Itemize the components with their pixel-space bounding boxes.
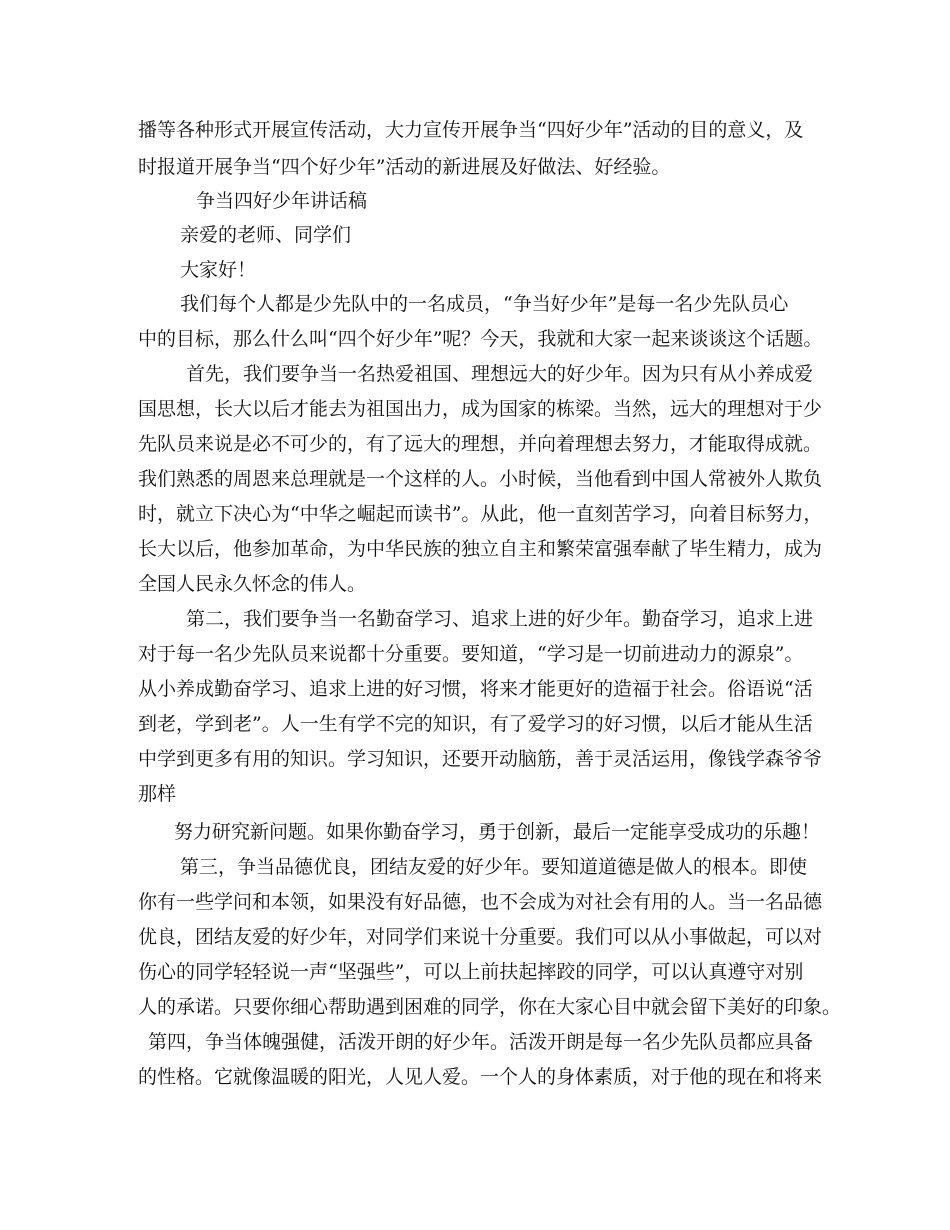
text-line: 第三，争当品德优良，团结友爱的好少年。要知道道德是做人的根本。即使 bbox=[180, 856, 808, 878]
section-heading: 争当四好少年讲话稿 bbox=[196, 190, 368, 212]
text-line: 那样 bbox=[138, 783, 177, 805]
salutation: 亲爱的老师、同学们 bbox=[180, 224, 352, 246]
text-line: 时，就立下决心为“中华之崛起而读书”。从此，他一直刻苦学习，向着目标努力， bbox=[138, 503, 823, 525]
text-line: 第二，我们要争当一名勤奋学习、追求上进的好少年。勤奋学习，追求上进 bbox=[186, 608, 814, 630]
text-line: 我们每个人都是少先队中的一名成员，“争当好少年”是每一名少先队员心 bbox=[180, 293, 789, 315]
text-line: 国思想，长大以后才能去为祖国出力，成为国家的栋梁。当然，远大的理想对于少 bbox=[138, 398, 823, 420]
text-line: 到老，学到老”。人一生有学不完的知识，有了爱学习的好习惯，以后才能从生活 bbox=[138, 713, 813, 735]
text-line: 从小养成勤奋学习、追求上进的好习惯，将来才能更好的造福于社会。俗语说“活 bbox=[138, 678, 813, 700]
text-line: 你有一些学问和本领，如果没有好品德，也不会成为对社会有用的人。当一名品德 bbox=[138, 891, 823, 913]
greeting: 大家好！ bbox=[180, 259, 257, 281]
text-line: 我们熟悉的周恩来总理就是一个这样的人。小时候，当他看到中国人常被外人欺负 bbox=[138, 468, 823, 490]
text-line: 长大以后，他参加革命，为中华民族的独立自主和繁荣富强奉献了毕生精力，成为 bbox=[138, 538, 823, 560]
text-line: 中的目标，那么什么叫“四个好少年”呢？今天，我就和大家一起来谈谈这个话题。 bbox=[138, 328, 823, 350]
text-line: 全国人民永久怀念的伟人。 bbox=[138, 573, 367, 595]
text-line: 人的承诺。只要你细心帮助遇到困难的同学，你在大家心目中就会留下美好的印象。 bbox=[138, 996, 842, 1018]
text-line: 播等各种形式开展宣传活动，大力宣传开展争当“四好少年”活动的目的意义，及 bbox=[138, 119, 804, 141]
text-line: 第四，争当体魄强健，活泼开朗的好少年。活泼开朗是每一名少先队员都应具备 bbox=[148, 1031, 814, 1053]
text-line: 努力研究新问题。如果你勤奋学习，勇于创新，最后一定能享受成功的乐趣！ bbox=[174, 821, 821, 843]
text-line: 中学到更多有用的知识。学习知识，还要开动脑筋，善于灵活运用，像钱学森爷爷 bbox=[138, 748, 823, 770]
text-line: 先队员来说是必不可少的，有了远大的理想，并向着理想去努力，才能取得成就。 bbox=[138, 433, 823, 455]
text-line: 的性格。它就像温暖的阳光，人见人爱。一个人的身体素质，对于他的现在和将来 bbox=[138, 1066, 823, 1088]
text-line: 时报道开展争当“四个好少年”活动的新进展及好做法、好经验。 bbox=[138, 156, 671, 178]
text-line: 对于每一名少先队员来说都十分重要。要知道，“学习是一切前进动力的源泉”。 bbox=[138, 643, 804, 665]
text-line: 首先，我们要争当一名热爱祖国、理想远大的好少年。因为只有从小养成爱 bbox=[186, 363, 814, 385]
text-line: 优良，团结友爱的好少年，对同学们来说十分重要。我们可以从小事做起，可以对 bbox=[138, 926, 823, 948]
text-line: 伤心的同学轻轻说一声“坚强些”，可以上前扶起摔跤的同学，可以认真遵守对别 bbox=[138, 961, 804, 983]
